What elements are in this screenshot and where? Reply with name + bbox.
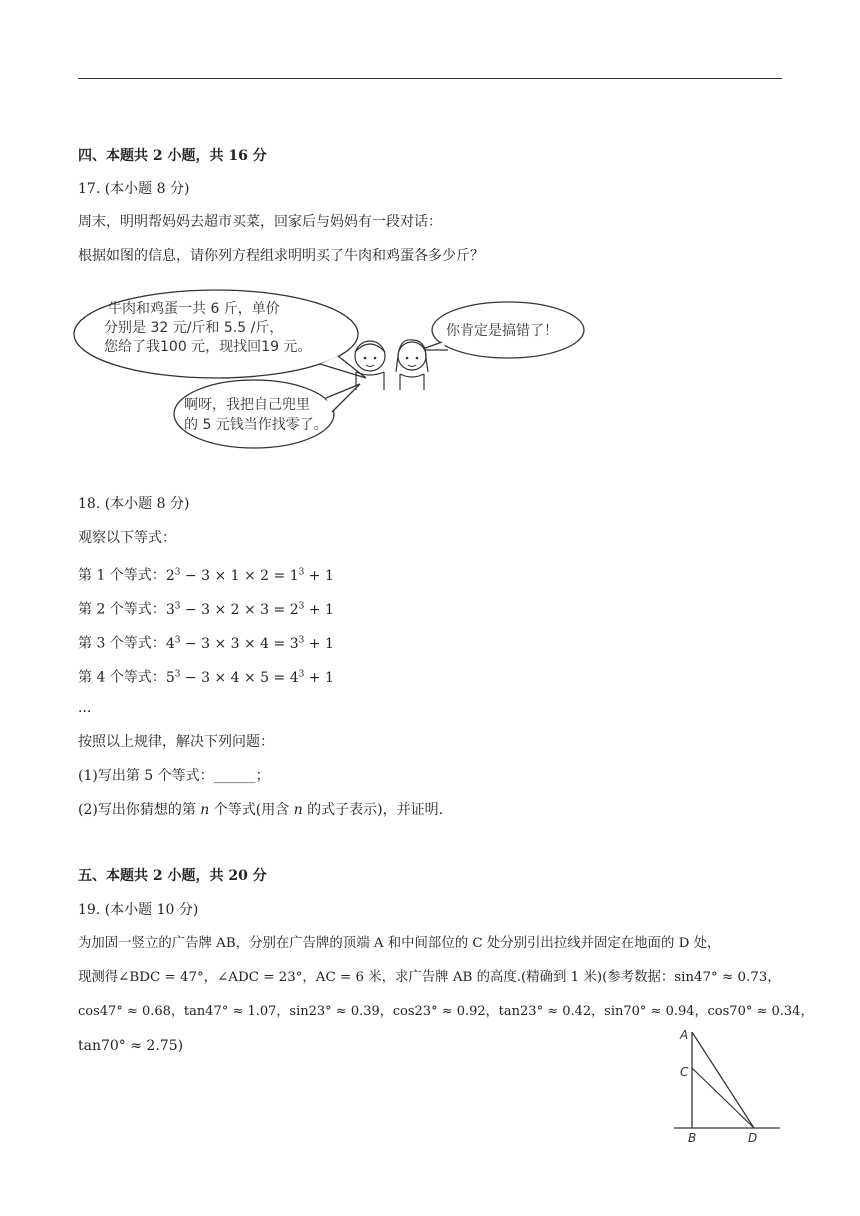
q18-intro: 观察以下等式： (78, 530, 176, 546)
q19-title: 19. (本小题 10 分) (78, 902, 199, 918)
label-B: B (688, 1131, 697, 1145)
eq2-mid: − 3 × 2 × 3 = 2 (180, 601, 299, 618)
bubble2-text: 你肯定是搞错了！ (446, 323, 558, 339)
bubble3-line2: 的 5 元钱当作找零了。 (184, 417, 328, 433)
eq3-base: 4 (165, 635, 175, 652)
equation-3 (78, 630, 334, 654)
speech-bubble-1 (74, 290, 366, 378)
eq2-end: + 1 (304, 601, 334, 618)
eq4-exp-a: 3 (174, 669, 181, 679)
eq1-exp-b: 3 (298, 567, 305, 577)
bubble3-line1: 啊呀，我把自己兜里 (184, 397, 310, 413)
eq3-end: + 1 (304, 635, 334, 652)
bubble1-line2: 分别是 32 元/斤和 5.5 /斤， (104, 320, 284, 336)
section-heading-5: 五、本题共 2 小题，共 20 分 (78, 868, 267, 884)
eq3-exp-b: 3 (298, 635, 305, 645)
eq4-exp-b: 3 (298, 669, 305, 679)
eq4-mid: − 3 × 4 × 5 = 4 (180, 669, 299, 686)
part2-text-a: (2)写出你猜想的第 (78, 802, 201, 818)
q19-line4: tan70° ≈ 2.75) (78, 1038, 184, 1054)
eq1-mid: − 3 × 1 × 2 = 1 (180, 567, 299, 584)
q19-line2: 现测得∠BDC = 47°，∠ADC = 23°，AC = 6 米，求广告牌 AB 的高度.(精确到 1 米)(参考数据：sin47° ≈ 0.73， (78, 970, 781, 985)
part2-var-n-1: n (200, 802, 210, 818)
eq4-end: + 1 (304, 669, 334, 686)
q18-part2 (78, 800, 443, 820)
eq1-exp-a: 3 (174, 567, 181, 577)
eq3-label: 第 3 个等式： (78, 635, 166, 652)
eq2-base: 3 (165, 601, 175, 618)
label-A: A (680, 1028, 689, 1042)
q18-title: 18. (本小题 8 分) (78, 496, 190, 512)
eq4-base: 5 (165, 669, 175, 686)
q17-intro: 周末，明明帮妈妈去超市买菜，回家后与妈妈有一段对话： (78, 214, 442, 230)
header-rule (78, 78, 782, 79)
label-C: C (680, 1065, 689, 1079)
equation-2 (78, 596, 334, 620)
q18-instruction: 按照以上规律，解决下列问题： (78, 734, 274, 750)
billboard-figure (670, 1024, 784, 1148)
eq1-label: 第 1 个等式： (78, 567, 166, 584)
q18-part1: (1)写出第 5 个等式：______； (78, 768, 270, 784)
dialogue-illustration (70, 286, 590, 456)
eq3-mid: − 3 × 3 × 4 = 3 (180, 635, 299, 652)
label-D: D (748, 1131, 758, 1145)
q17-prompt: 根据如图的信息，请你列方程组求明明买了牛肉和鸡蛋各多少斤？ (78, 248, 484, 264)
boy-figure (355, 341, 385, 390)
speech-bubble-2 (420, 302, 584, 358)
part2-var-n-2: n (293, 802, 303, 818)
eq2-exp-b: 3 (298, 601, 305, 611)
equation-4 (78, 664, 334, 688)
part2-text-c: 的式子表示)，并证明. (302, 802, 444, 818)
eq1-base: 2 (165, 567, 175, 584)
ellipsis: ... (78, 700, 92, 716)
speech-bubble-3 (174, 380, 360, 448)
eq3-exp-a: 3 (174, 635, 181, 645)
eq1-end: + 1 (304, 567, 334, 584)
part2-text-b: 个等式(用含 (209, 802, 294, 818)
q19-line1: 为加固一竖立的广告牌 AB，分别在广告牌的顶端 A 和中间部位的 C 处分别引出拉线并固定在地面的 D 处， (78, 936, 721, 951)
bubble1-line1: 牛肉和鸡蛋一共 6 斤，单价 (108, 301, 280, 317)
girl-figure (396, 340, 428, 390)
eq4-label: 第 4 个等式： (78, 669, 166, 686)
eq2-exp-a: 3 (174, 601, 181, 611)
equation-1 (78, 562, 334, 586)
bubble1-line3: 您给了我100 元，现找回19 元。 (104, 339, 312, 355)
eq2-label: 第 2 个等式： (78, 601, 166, 618)
section-heading-4: 四、本题共 2 小题，共 16 分 (78, 148, 267, 164)
q17-title: 17. (本小题 8 分) (78, 181, 190, 197)
q19-line3: cos47° ≈ 0.68，tan47° ≈ 1.07，sin23° ≈ 0.39，cos23° ≈ 0.92，tan23° ≈ 0.42，sin70° ≈ 0.94，cos70° ≈ 0.34， (78, 1004, 814, 1019)
